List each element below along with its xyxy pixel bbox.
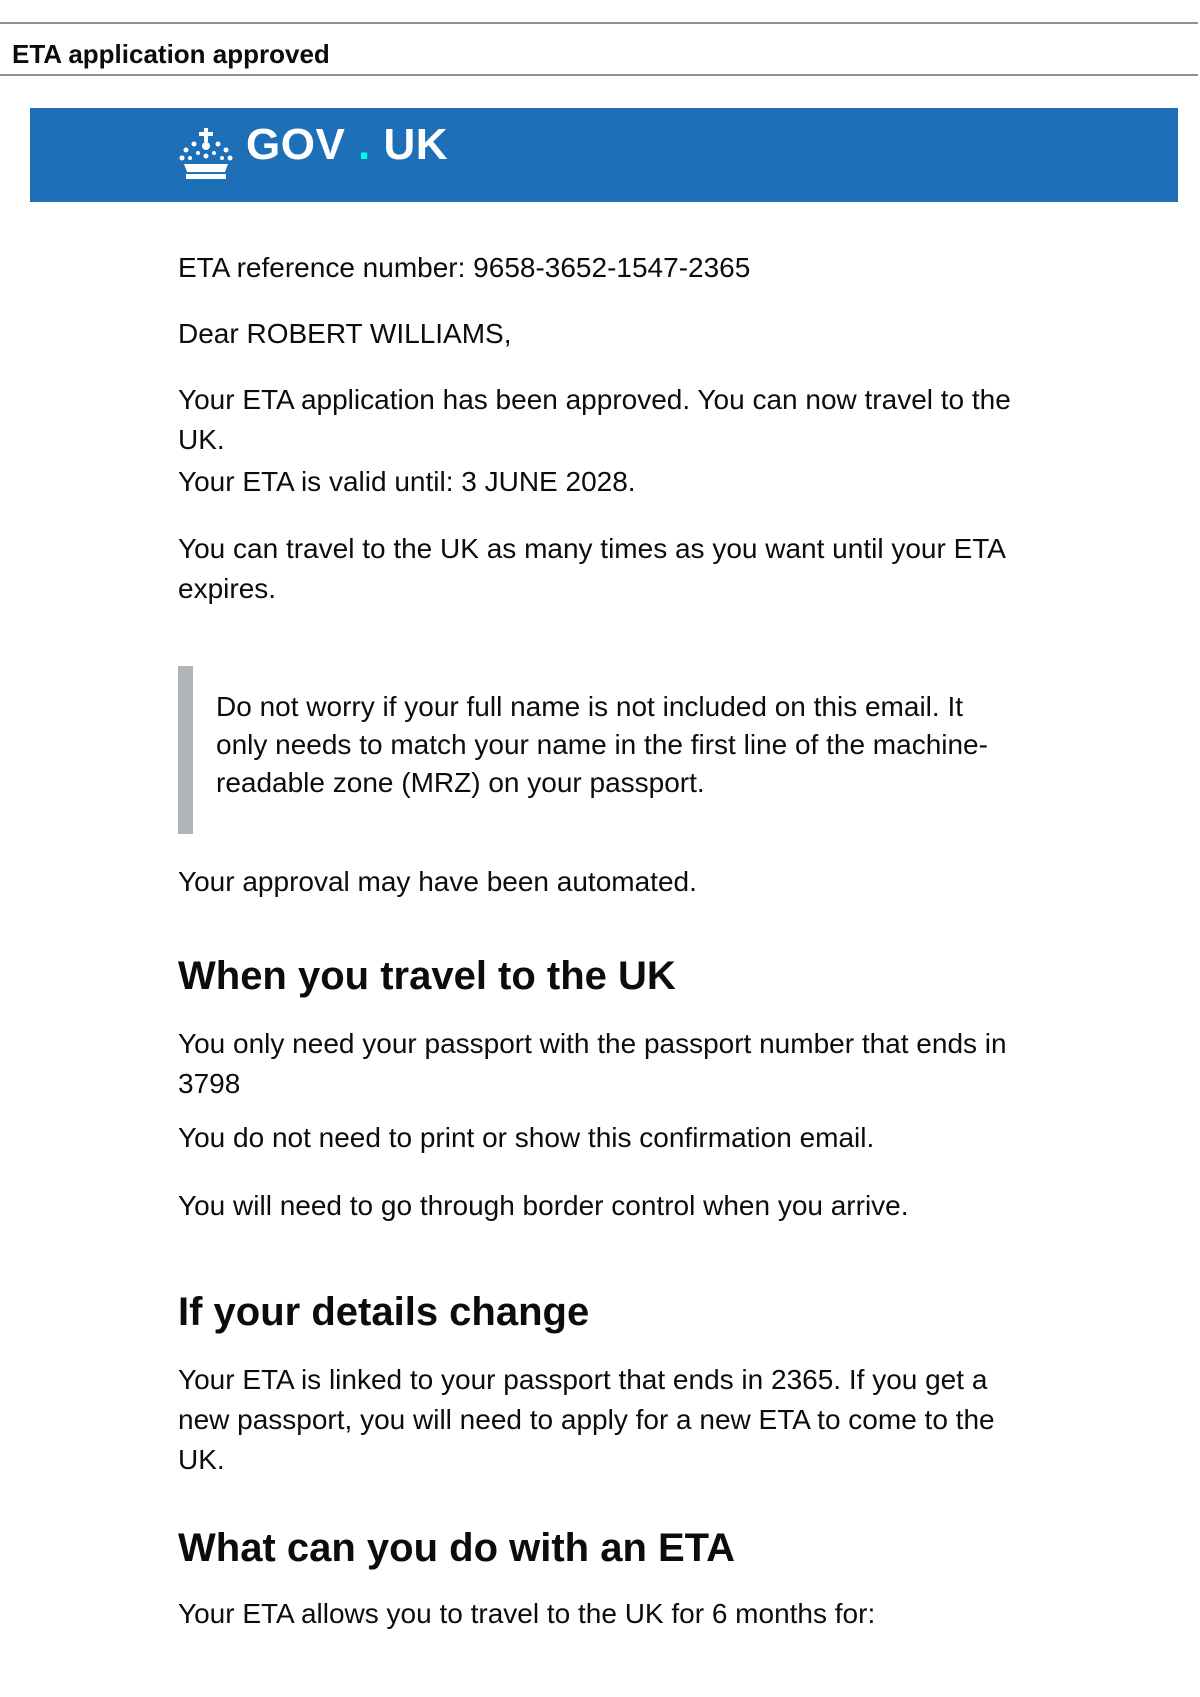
greeting: Dear ROBERT WILLIAMS, (178, 318, 512, 349)
email-subject: ETA application approved (12, 39, 330, 69)
heading-when-you-travel: When you travel to the UK (178, 954, 676, 998)
valid-until: Your ETA is valid until: 3 JUNE 2028. (178, 466, 636, 497)
govuk-logo[interactable] (246, 120, 448, 170)
heading-what-can-you-do: What can you do with an ETA (178, 1526, 736, 1570)
heading-details-change: If your details change (178, 1290, 590, 1334)
inset-text-block (178, 666, 1038, 834)
passport-linked-note: Your ETA is linked to your passport that ends in 2365. If you get a new passport, you will need to apply for a new ETA to come to the UK. (178, 1364, 995, 1475)
automated-note: Your approval may have been automated. (178, 866, 697, 897)
inset-text: Do not worry if your full name is not included on this email. It only needs to match your name in the first line of the machine-readable zone (MRZ) on your passport. (216, 691, 988, 798)
crown-icon (178, 126, 234, 182)
approval-message: Your ETA application has been approved. You can now travel to the UK. (178, 384, 1011, 455)
passport-number-note: You only need your passport with the passport number that ends in 3798 (178, 1028, 1007, 1099)
brand-dot: . (358, 120, 371, 169)
eta-allows-note: Your ETA allows you to travel to the UK for 6 months for: (178, 1598, 876, 1629)
no-print-note: You do not need to print or show this confirmation email. (178, 1122, 875, 1153)
govuk-header (30, 108, 1178, 202)
border-control-note: You will need to go through border control when you arrive. (178, 1190, 909, 1221)
multiple-travel-note: You can travel to the UK as many times as you want until your ETA expires. (178, 533, 1005, 604)
eta-reference: ETA reference number: 9658-3652-1547-2365 (178, 252, 751, 283)
brand-gov: GOV (246, 120, 346, 169)
inset-border (178, 666, 193, 834)
brand-uk: UK (383, 120, 449, 169)
email-subject-bar (0, 22, 1198, 76)
